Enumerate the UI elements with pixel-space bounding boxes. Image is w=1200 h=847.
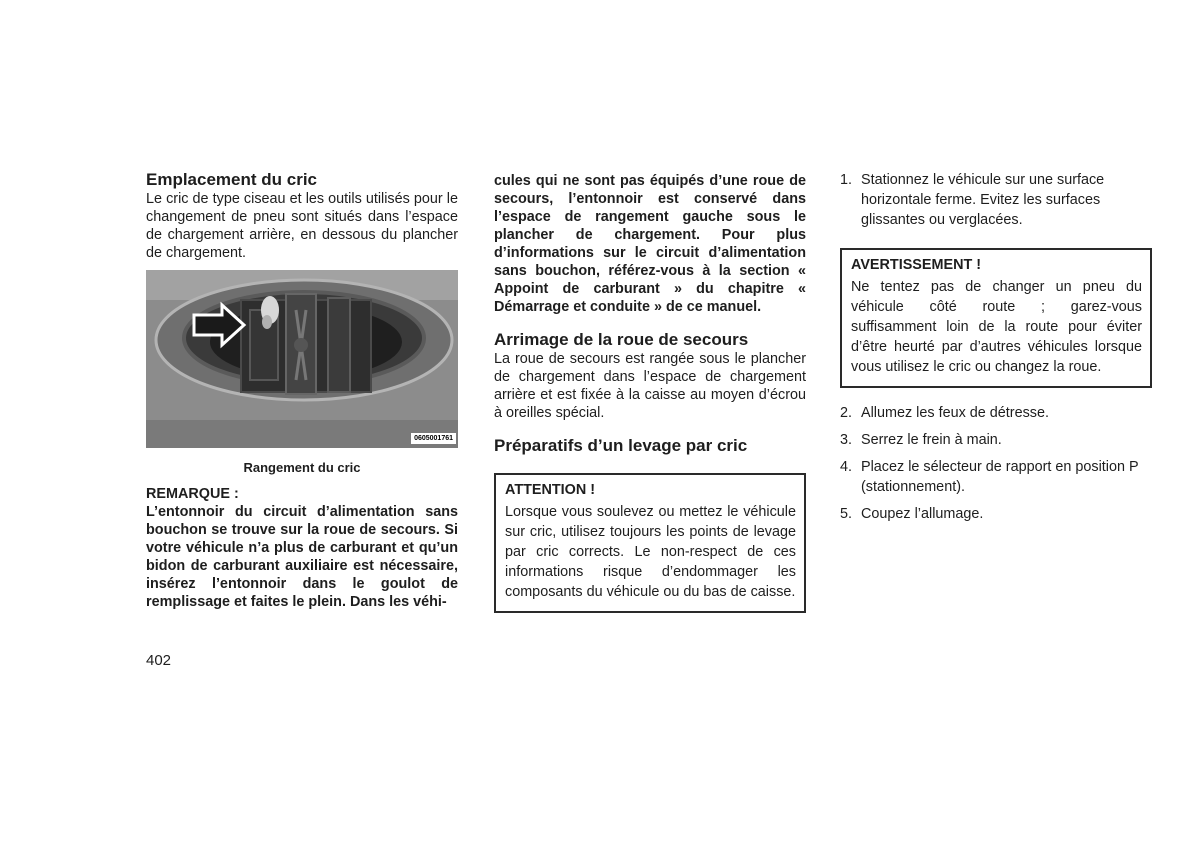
list-item (840, 403, 1152, 423)
list-item (840, 170, 1152, 230)
steps-list-start (840, 170, 1152, 230)
remark-text-continued: cules qui ne sont pas équipés d’une roue de secours, l’entonnoir est conservé dans l’espace de rangement gauche sous le plancher de chargement. Pour plus d’informations sur le circuit d’alimentation sans bouchon, référez-vous à la section « Appoint de carburant » du chapitre « Démarrage et conduite » de ce manuel. (494, 173, 806, 315)
jack-storage-illustration (146, 270, 458, 448)
list-item (840, 504, 1152, 524)
step-text: Serrez le frein à main. (861, 432, 1002, 448)
jack-storage-photo (146, 270, 458, 448)
attention-title: ATTENTION ! (505, 482, 596, 498)
jack-location-text: Le cric de type ciseau et les outils utilisés pour le changement de pneu sont situés dans l’espace de chargement arrière, en dessous du plancher de chargement. (146, 191, 458, 261)
figure-code-label: 0605001761 (411, 433, 456, 444)
step-number: 1. (840, 172, 853, 188)
step-number: 4. (840, 459, 853, 475)
remark-title: REMARQUE : (146, 486, 239, 502)
attention-box (494, 473, 806, 613)
warning-title: AVERTISSEMENT ! (851, 257, 982, 273)
section-heading-jacking-prep: Préparatifs d’un levage par cric (494, 436, 748, 455)
remark-text: L’entonnoir du circuit d’alimentation sans bouchon se trouve sur la roue de secours. Si votre véhicule n’a plus de carburant et qu’un bidon de carburant auxiliaire est nécessaire, insérez l’entonnoir dans le goulot de remplissage et faites le plein. Dans les véhi- (146, 504, 458, 610)
warning-box (840, 248, 1152, 388)
step-number: 5. (840, 506, 853, 522)
spare-wheel-text: La roue de secours est rangée sous le plancher de chargement dans l’espace de chargement arrière et est fixée à la caisse au moyen d’écrou à oreilles spécial. (494, 351, 806, 421)
section-heading-jack-location: Emplacement du cric (146, 170, 318, 189)
middle-column (494, 170, 806, 613)
attention-text: Lorsque vous soulevez ou mettez le véhicule sur cric, utilisez toujours les points de levage par cric corrects. Le non-respect de ces informations risque d’endommager les composants du véhicule ou du bas de caisse. (505, 504, 796, 600)
step-text: Placez le sélecteur de rapport en position P (stationnement). (861, 459, 1139, 495)
step-text: Allumez les feux de détresse. (861, 405, 1049, 421)
list-item (840, 430, 1152, 450)
left-column (146, 170, 458, 611)
section-heading-spare-wheel: Arrimage de la roue de secours (494, 330, 749, 349)
list-item (840, 457, 1152, 497)
figure-caption: Rangement du cric (243, 460, 361, 475)
steps-list-continued (840, 403, 1152, 524)
step-number: 2. (840, 405, 853, 421)
step-text: Coupez l’allumage. (861, 506, 984, 522)
warning-text: Ne tentez pas de changer un pneu du véhicule côté route ; garez-vous suffisamment loin de la route pour éviter d’être heurté par d’autres véhicules lorsque vous utilisez le cric ou changez la roue. (851, 279, 1142, 375)
page-number: 402 (146, 652, 172, 669)
step-number: 3. (840, 432, 853, 448)
right-column (840, 170, 1152, 524)
step-text: Stationnez le véhicule sur une surface horizontale ferme. Evitez les surfaces glissantes ou verglacées. (861, 172, 1105, 228)
